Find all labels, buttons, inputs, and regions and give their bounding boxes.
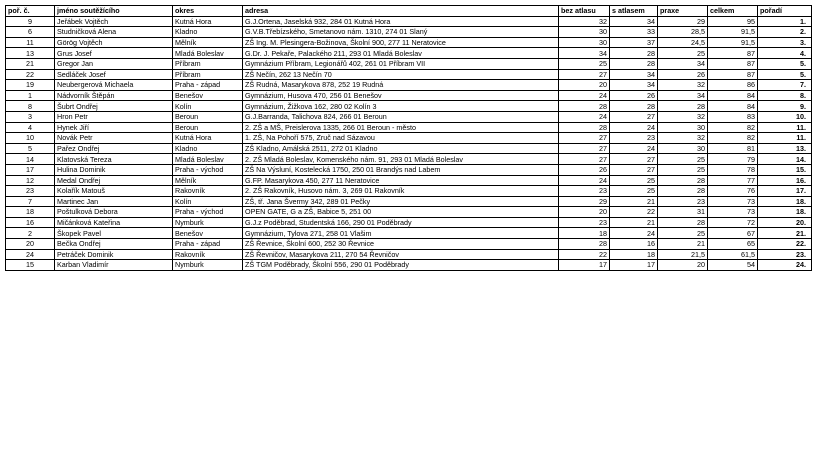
district-cell: Kutná Hora xyxy=(173,16,243,27)
rank-cell: 7. xyxy=(758,80,812,91)
total-cell: 91,5 xyxy=(708,27,758,38)
practice-cell: 32 xyxy=(658,80,708,91)
name-cell: Gregor Jan xyxy=(55,58,173,69)
district-cell: Kutná Hora xyxy=(173,133,243,144)
header-cell-rank: pořadí xyxy=(758,6,812,17)
total-cell: 82 xyxy=(708,133,758,144)
total-cell: 78 xyxy=(708,164,758,175)
address-cell: OPEN GATE, G a ZŠ, Babice 5, 251 00 xyxy=(243,207,559,218)
table-row xyxy=(6,154,812,165)
table-row xyxy=(6,217,812,228)
district-cell: Praha - východ xyxy=(173,164,243,175)
number-cell: 19 xyxy=(6,80,55,91)
rank-cell: 4. xyxy=(758,48,812,59)
practice-cell: 34 xyxy=(658,58,708,69)
table-row xyxy=(6,186,812,197)
practice-cell: 28 xyxy=(658,217,708,228)
address-cell: G.Dr. J. Pekaře, Palackého 211, 293 01 Mladá Boleslav xyxy=(243,48,559,59)
practice-cell: 26 xyxy=(658,69,708,80)
total-cell: 76 xyxy=(708,186,758,197)
table-row xyxy=(6,164,812,175)
number-cell: 4 xyxy=(6,122,55,133)
table-row xyxy=(6,48,812,59)
name-cell: Medal Ondřej xyxy=(55,175,173,186)
table-row xyxy=(6,196,812,207)
address-cell: Gymnázium, Tylova 271, 258 01 Vlašim xyxy=(243,228,559,239)
with-atlas-cell: 27 xyxy=(610,111,658,122)
without-atlas-cell: 17 xyxy=(559,260,610,271)
number-cell: 23 xyxy=(6,186,55,197)
header-cell-name: jméno soutěžícího xyxy=(55,6,173,17)
with-atlas-cell: 24 xyxy=(610,143,658,154)
total-cell: 91,5 xyxy=(708,37,758,48)
header-cell-total: celkem xyxy=(708,6,758,17)
without-atlas-cell: 27 xyxy=(559,69,610,80)
with-atlas-cell: 27 xyxy=(610,154,658,165)
header-cell-address: adresa xyxy=(243,6,559,17)
address-cell: Gymnázium, Žižkova 162, 280 02 Kolín 3 xyxy=(243,101,559,112)
without-atlas-cell: 22 xyxy=(559,249,610,260)
district-cell: Kolín xyxy=(173,196,243,207)
practice-cell: 32 xyxy=(658,133,708,144)
address-cell: Gymnázium, Husova 470, 256 01 Benešov xyxy=(243,90,559,101)
address-cell: G.FP. Masarykova 450, 277 11 Neratovice xyxy=(243,175,559,186)
address-cell: ZŠ Nečín, 262 13 Nečín 70 xyxy=(243,69,559,80)
rank-cell: 5. xyxy=(758,69,812,80)
header-cell-practice: praxe xyxy=(658,6,708,17)
district-cell: Praha - východ xyxy=(173,207,243,218)
name-cell: Klatovská Tereza xyxy=(55,154,173,165)
number-cell: 14 xyxy=(6,154,55,165)
address-cell: ZŠ Rudná, Masarykova 878, 252 19 Rudná xyxy=(243,80,559,91)
name-cell: Hulina Dominik xyxy=(55,164,173,175)
district-cell: Praha - západ xyxy=(173,239,243,250)
with-atlas-cell: 27 xyxy=(610,164,658,175)
district-cell: Rakovník xyxy=(173,249,243,260)
with-atlas-cell: 33 xyxy=(610,27,658,38)
name-cell: Šubrt Ondřej xyxy=(55,101,173,112)
address-cell: ZŠ Na Výsluní, Kostelecká 1750, 250 01 Brandýs nad Labem xyxy=(243,164,559,175)
number-cell: 13 xyxy=(6,48,55,59)
with-atlas-cell: 28 xyxy=(610,101,658,112)
rank-cell: 13. xyxy=(758,143,812,154)
rank-cell: 11. xyxy=(758,133,812,144)
with-atlas-cell: 34 xyxy=(610,80,658,91)
without-atlas-cell: 23 xyxy=(559,186,610,197)
name-cell: Neubergerová Michaela xyxy=(55,80,173,91)
total-cell: 82 xyxy=(708,122,758,133)
practice-cell: 31 xyxy=(658,207,708,218)
district-cell: Kladno xyxy=(173,27,243,38)
with-atlas-cell: 22 xyxy=(610,207,658,218)
practice-cell: 24,5 xyxy=(658,37,708,48)
district-cell: Mělník xyxy=(173,37,243,48)
without-atlas-cell: 24 xyxy=(559,175,610,186)
total-cell: 95 xyxy=(708,16,758,27)
name-cell: Nádvorník Štěpán xyxy=(55,90,173,101)
table-row xyxy=(6,111,812,122)
header-cell-number: poř. č. xyxy=(6,6,55,17)
rank-cell: 20. xyxy=(758,217,812,228)
without-atlas-cell: 28 xyxy=(559,239,610,250)
header-cell-with-atlas: s atlasem xyxy=(610,6,658,17)
table-row xyxy=(6,101,812,112)
name-cell: Grus Josef xyxy=(55,48,173,59)
number-cell: 15 xyxy=(6,260,55,271)
address-cell: G.J.Ortena, Jaselská 932, 284 01 Kutná Hora xyxy=(243,16,559,27)
total-cell: 73 xyxy=(708,196,758,207)
address-cell: 2. ZŠ Rakovník, Husovo nám. 3, 269 01 Rakovník xyxy=(243,186,559,197)
table-row xyxy=(6,260,812,271)
table-row xyxy=(6,228,812,239)
without-atlas-cell: 26 xyxy=(559,164,610,175)
total-cell: 84 xyxy=(708,101,758,112)
table-row xyxy=(6,239,812,250)
without-atlas-cell: 30 xyxy=(559,27,610,38)
practice-cell: 20 xyxy=(658,260,708,271)
total-cell: 87 xyxy=(708,69,758,80)
practice-cell: 25 xyxy=(658,48,708,59)
without-atlas-cell: 27 xyxy=(559,143,610,154)
practice-cell: 23 xyxy=(658,196,708,207)
with-atlas-cell: 21 xyxy=(610,196,658,207)
table-row xyxy=(6,58,812,69)
rank-cell: 9. xyxy=(758,101,812,112)
header-cell-without-atlas: bez atlasu xyxy=(559,6,610,17)
practice-cell: 21,5 xyxy=(658,249,708,260)
with-atlas-cell: 21 xyxy=(610,217,658,228)
number-cell: 10 xyxy=(6,133,55,144)
with-atlas-cell: 23 xyxy=(610,133,658,144)
practice-cell: 25 xyxy=(658,164,708,175)
address-cell: Gymnázium Příbram, Legionářů 402, 261 01 Příbram VII xyxy=(243,58,559,69)
district-cell: Nymburk xyxy=(173,260,243,271)
total-cell: 65 xyxy=(708,239,758,250)
header-row xyxy=(6,6,812,17)
name-cell: Sedláček Josef xyxy=(55,69,173,80)
address-cell: 2. ZŠ Mladá Boleslav, Komenského nám. 91, 293 01 Mladá Boleslav xyxy=(243,154,559,165)
total-cell: 86 xyxy=(708,80,758,91)
table-row xyxy=(6,90,812,101)
name-cell: Pařez Ondřej xyxy=(55,143,173,154)
rank-cell: 16. xyxy=(758,175,812,186)
address-cell: ZŠ Řevničov, Masarykova 211, 270 54 Řevničov xyxy=(243,249,559,260)
district-cell: Příbram xyxy=(173,58,243,69)
table-row xyxy=(6,133,812,144)
total-cell: 87 xyxy=(708,58,758,69)
district-cell: Kladno xyxy=(173,143,243,154)
district-cell: Benešov xyxy=(173,228,243,239)
with-atlas-cell: 28 xyxy=(610,58,658,69)
total-cell: 83 xyxy=(708,111,758,122)
without-atlas-cell: 30 xyxy=(559,37,610,48)
practice-cell: 28 xyxy=(658,101,708,112)
number-cell: 3 xyxy=(6,111,55,122)
without-atlas-cell: 24 xyxy=(559,90,610,101)
district-cell: Benešov xyxy=(173,90,243,101)
district-cell: Nymburk xyxy=(173,217,243,228)
total-cell: 73 xyxy=(708,207,758,218)
table-row xyxy=(6,80,812,91)
total-cell: 67 xyxy=(708,228,758,239)
number-cell: 12 xyxy=(6,175,55,186)
address-cell: 2. ZŠ a MŠ, Preislerova 1335, 266 01 Beroun - město xyxy=(243,122,559,133)
practice-cell: 30 xyxy=(658,122,708,133)
rank-cell: 23. xyxy=(758,249,812,260)
table-row xyxy=(6,69,812,80)
without-atlas-cell: 20 xyxy=(559,207,610,218)
without-atlas-cell: 28 xyxy=(559,101,610,112)
without-atlas-cell: 24 xyxy=(559,111,610,122)
rank-cell: 18. xyxy=(758,196,812,207)
table-row xyxy=(6,207,812,218)
address-cell: ZŠ, tř. Jana Švermy 342, 289 01 Pečky xyxy=(243,196,559,207)
number-cell: 6 xyxy=(6,27,55,38)
rank-cell: 18. xyxy=(758,207,812,218)
with-atlas-cell: 17 xyxy=(610,260,658,271)
table-row xyxy=(6,16,812,27)
practice-cell: 32 xyxy=(658,111,708,122)
number-cell: 21 xyxy=(6,58,55,69)
address-cell: G.J.Barranda, Talichova 824, 266 01 Beroun xyxy=(243,111,559,122)
table-row xyxy=(6,122,812,133)
rank-cell: 3. xyxy=(758,37,812,48)
district-cell: Mladá Boleslav xyxy=(173,154,243,165)
rank-cell: 5. xyxy=(758,58,812,69)
rank-cell: 8. xyxy=(758,90,812,101)
practice-cell: 30 xyxy=(658,143,708,154)
total-cell: 77 xyxy=(708,175,758,186)
name-cell: Karban Vladimír xyxy=(55,260,173,271)
number-cell: 8 xyxy=(6,101,55,112)
total-cell: 84 xyxy=(708,90,758,101)
address-cell: ZŠ TGM Poděbrady, Školní 556, 290 01 Poděbrady xyxy=(243,260,559,271)
name-cell: Hron Petr xyxy=(55,111,173,122)
name-cell: Martinec Jan xyxy=(55,196,173,207)
address-cell: G.J.z Poděbrad, Studentská 166, 290 01 Poděbrady xyxy=(243,217,559,228)
total-cell: 72 xyxy=(708,217,758,228)
rank-cell: 2. xyxy=(758,27,812,38)
name-cell: Hynek Jiří xyxy=(55,122,173,133)
practice-cell: 25 xyxy=(658,154,708,165)
district-cell: Beroun xyxy=(173,111,243,122)
address-cell: G.V.B.Třebízského, Smetanovo nám. 1310, 274 01 Slaný xyxy=(243,27,559,38)
name-cell: Petráček Dominik xyxy=(55,249,173,260)
without-atlas-cell: 18 xyxy=(559,228,610,239)
number-cell: 17 xyxy=(6,164,55,175)
name-cell: Görög Vojtěch xyxy=(55,37,173,48)
rank-cell: 1. xyxy=(758,16,812,27)
rank-cell: 22. xyxy=(758,239,812,250)
rank-cell: 15. xyxy=(758,164,812,175)
number-cell: 1 xyxy=(6,90,55,101)
district-cell: Rakovník xyxy=(173,186,243,197)
with-atlas-cell: 18 xyxy=(610,249,658,260)
district-cell: Příbram xyxy=(173,69,243,80)
without-atlas-cell: 23 xyxy=(559,217,610,228)
without-atlas-cell: 29 xyxy=(559,196,610,207)
with-atlas-cell: 24 xyxy=(610,122,658,133)
practice-cell: 34 xyxy=(658,90,708,101)
with-atlas-cell: 24 xyxy=(610,228,658,239)
with-atlas-cell: 28 xyxy=(610,48,658,59)
name-cell: Poštulková Debora xyxy=(55,207,173,218)
district-cell: Kolín xyxy=(173,101,243,112)
with-atlas-cell: 26 xyxy=(610,90,658,101)
without-atlas-cell: 28 xyxy=(559,122,610,133)
with-atlas-cell: 34 xyxy=(610,16,658,27)
number-cell: 20 xyxy=(6,239,55,250)
total-cell: 87 xyxy=(708,48,758,59)
rank-cell: 17. xyxy=(758,186,812,197)
rank-cell: 11. xyxy=(758,122,812,133)
address-cell: ZŠ Řevnice, Školní 600, 252 30 Řevnice xyxy=(243,239,559,250)
total-cell: 79 xyxy=(708,154,758,165)
rank-cell: 10. xyxy=(758,111,812,122)
district-cell: Praha - západ xyxy=(173,80,243,91)
name-cell: Mičánková Kateřina xyxy=(55,217,173,228)
practice-cell: 21 xyxy=(658,239,708,250)
number-cell: 22 xyxy=(6,69,55,80)
without-atlas-cell: 27 xyxy=(559,133,610,144)
practice-cell: 25 xyxy=(658,228,708,239)
table-row xyxy=(6,37,812,48)
without-atlas-cell: 34 xyxy=(559,48,610,59)
header-cell-district: okres xyxy=(173,6,243,17)
name-cell: Bečka Ondřej xyxy=(55,239,173,250)
number-cell: 7 xyxy=(6,196,55,207)
with-atlas-cell: 16 xyxy=(610,239,658,250)
practice-cell: 28 xyxy=(658,186,708,197)
table-row xyxy=(6,143,812,154)
name-cell: Kolařík Matouš xyxy=(55,186,173,197)
district-cell: Beroun xyxy=(173,122,243,133)
practice-cell: 28 xyxy=(658,175,708,186)
address-cell: ZŠ Kladno, Amálská 2511, 272 01 Kladno xyxy=(243,143,559,154)
with-atlas-cell: 25 xyxy=(610,186,658,197)
address-cell: 1. ZŠ, Na Pohoří 575, Zruč nad Sázavou xyxy=(243,133,559,144)
name-cell: Jeřábek Vojtěch xyxy=(55,16,173,27)
name-cell: Novák Petr xyxy=(55,133,173,144)
number-cell: 24 xyxy=(6,249,55,260)
table-row xyxy=(6,249,812,260)
address-cell: ZŠ Ing. M. Plesingera-Božinova, Školní 900, 277 11 Neratovice xyxy=(243,37,559,48)
rank-cell: 24. xyxy=(758,260,812,271)
with-atlas-cell: 37 xyxy=(610,37,658,48)
total-cell: 61,5 xyxy=(708,249,758,260)
number-cell: 11 xyxy=(6,37,55,48)
with-atlas-cell: 34 xyxy=(610,69,658,80)
number-cell: 2 xyxy=(6,228,55,239)
number-cell: 16 xyxy=(6,217,55,228)
table-row xyxy=(6,175,812,186)
without-atlas-cell: 32 xyxy=(559,16,610,27)
results-table xyxy=(5,5,812,271)
rank-cell: 21. xyxy=(758,228,812,239)
without-atlas-cell: 25 xyxy=(559,58,610,69)
with-atlas-cell: 25 xyxy=(610,175,658,186)
rank-cell: 14. xyxy=(758,154,812,165)
without-atlas-cell: 27 xyxy=(559,154,610,165)
without-atlas-cell: 20 xyxy=(559,80,610,91)
total-cell: 81 xyxy=(708,143,758,154)
table-row xyxy=(6,27,812,38)
district-cell: Mladá Boleslav xyxy=(173,48,243,59)
number-cell: 5 xyxy=(6,143,55,154)
name-cell: Škopek Pavel xyxy=(55,228,173,239)
practice-cell: 29 xyxy=(658,16,708,27)
total-cell: 54 xyxy=(708,260,758,271)
district-cell: Mělník xyxy=(173,175,243,186)
name-cell: Studničková Alena xyxy=(55,27,173,38)
number-cell: 18 xyxy=(6,207,55,218)
number-cell: 9 xyxy=(6,16,55,27)
practice-cell: 28,5 xyxy=(658,27,708,38)
